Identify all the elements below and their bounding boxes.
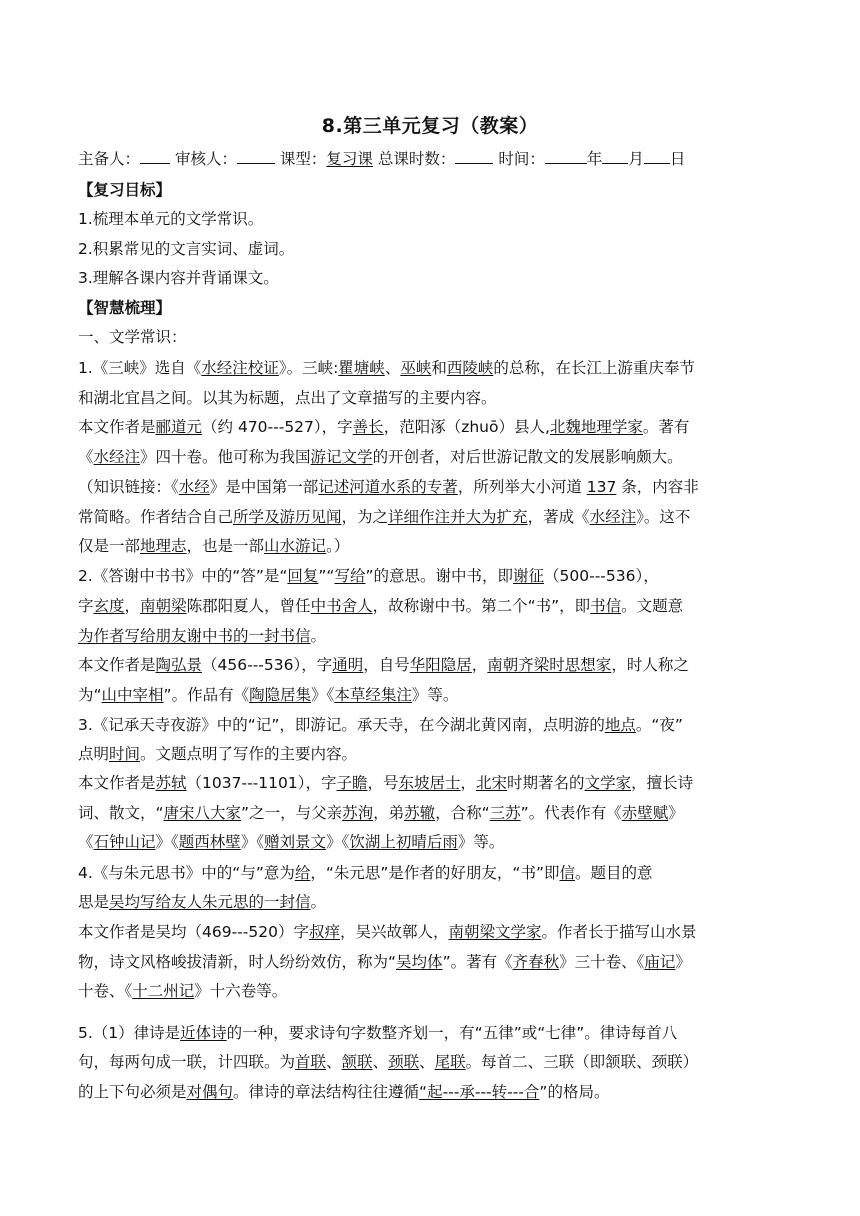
course-type-value: 复习课 [326, 150, 373, 168]
text-line [78, 830, 504, 852]
text-segment: 本文作者是 [78, 656, 156, 674]
month-label: 月 [628, 150, 644, 168]
text-segment: 。题目的意 [575, 864, 653, 882]
text-segment: （500---536）， [544, 567, 659, 585]
text-segment: 的一种，要求诗句字数整齐划一，有“五律”或“七律”。律诗每首八 [226, 1024, 678, 1042]
text-line [78, 386, 497, 408]
text-segment: 《 [78, 833, 94, 851]
underlined-answer: 北宋 [476, 774, 508, 792]
underlined-answer: 本草经集注 [334, 686, 412, 704]
text-segment: 。文题点明了写作的主要内容。 [140, 745, 358, 763]
underlined-answer: 庙记 [644, 953, 676, 971]
underlined-answer: 苏辙 [404, 804, 436, 822]
underlined-answer: 水经注校证 [201, 359, 279, 377]
text-segment: ，范阳涿（zhuō）县人, [383, 418, 550, 436]
underlined-answer: 齐春秋 [512, 953, 560, 971]
text-segment: ，号 [367, 774, 399, 792]
underlined-answer: 善长 [352, 418, 384, 436]
text-segment: 》 [668, 804, 684, 822]
text-segment: 物，诗文风格峻拔清新，时人纷纷效仿，称为“ [78, 953, 397, 971]
text-segment: 1.梳理本单元的文学常识。 [78, 210, 264, 228]
page-title: 8.第三单元复习（教案） [321, 115, 539, 137]
text-segment: 、 [419, 1053, 435, 1071]
text-line [78, 920, 697, 942]
text-segment: 》四十卷。他可称为我国 [140, 448, 311, 466]
text-line [78, 683, 458, 705]
text-segment: ， [124, 597, 141, 615]
text-segment: 。“夜” [635, 716, 683, 734]
text-line [78, 801, 684, 823]
text-segment: 》等。 [457, 833, 505, 851]
text-segment: 本文作者是 [78, 774, 156, 792]
text-segment: ， [471, 656, 488, 674]
underlined-answer: 中书舍人 [310, 597, 373, 615]
text-line [78, 861, 653, 883]
underlined-answer: 颈联 [388, 1053, 420, 1071]
text-line [78, 325, 187, 347]
underlined-answer: 东坡居士 [398, 774, 461, 792]
text-segment: 》《 [326, 833, 350, 851]
text-segment: ，自号 [363, 656, 410, 674]
text-line [78, 624, 326, 646]
text-line [78, 653, 689, 675]
text-segment: 字 [78, 597, 94, 615]
text-line [78, 534, 349, 556]
underlined-answer: 地点 [604, 716, 636, 734]
underlined-answer: 记述河道水系的专著 [318, 478, 458, 496]
text-segment: 的上下句必须是 [78, 1083, 187, 1101]
underlined-answer: 吴均体 [396, 953, 443, 971]
text-segment: ”“ [318, 567, 335, 585]
underlined-answer: 瞿塘峡 [338, 359, 385, 377]
text-line [78, 505, 690, 527]
text-segment: 。 [310, 627, 327, 645]
underlined-answer: 饮湖上初晴后雨 [349, 833, 458, 851]
preparer-label: 主备人： [78, 150, 141, 168]
text-line [78, 296, 171, 318]
day-label: 日 [669, 150, 686, 168]
underlined-answer: 水经 [178, 478, 210, 496]
preparer-blank [140, 149, 170, 164]
text-line [78, 742, 357, 764]
text-segment: ，“朱元思”是作者的好朋友，“书”即 [310, 864, 560, 882]
text-segment: 。每首二、三联（即颔联、颈联） [465, 1053, 699, 1071]
text-segment: 》 [675, 953, 691, 971]
text-segment: ， [460, 774, 477, 792]
year-blank [545, 149, 587, 164]
text-segment: 常简略。作者结合自己 [78, 508, 234, 526]
text-segment: 1.《三峡》选自《 [78, 359, 202, 377]
underlined-answer: 水经注 [93, 448, 141, 466]
reviewer-label: 审核人： [174, 150, 237, 168]
text-segment: ”之一，与父亲 [241, 804, 343, 822]
text-line [78, 950, 691, 972]
text-segment: 句，每两句成一联，计四联。为 [78, 1053, 296, 1071]
underlined-answer: 三苏 [489, 804, 521, 822]
text-segment: 。著有 [642, 418, 690, 436]
text-segment: 思是 [78, 893, 110, 911]
underlined-answer: 书信 [590, 597, 622, 615]
text-segment: 》十六卷等。 [194, 982, 288, 1000]
text-segment: 。作者长于描写山水景 [541, 923, 697, 941]
text-segment: 、 [326, 1053, 342, 1071]
text-line [78, 890, 326, 912]
text-segment: ”。著有《 [442, 953, 513, 971]
underlined-answer: 首联 [295, 1053, 327, 1071]
underlined-answer: 巫峡 [400, 359, 432, 377]
text-line [78, 266, 279, 288]
underlined-answer: 陶弘景 [155, 656, 203, 674]
underlined-answer: 赤壁赋 [621, 804, 669, 822]
underlined-answer: 137 [586, 478, 617, 496]
text-line [78, 1050, 698, 1072]
underlined-answer: 详细作注并大为扩充 [388, 508, 528, 526]
text-segment: 本文作者是吴均（469---520）字 [78, 923, 309, 941]
text-segment: 的总称，在长江上游重庆奉节 [493, 359, 695, 377]
text-segment: 和湖北宜昌之间。以其为标题，点出了文章描写的主要内容。 [78, 389, 497, 407]
text-segment: ，擅长诗 [631, 774, 694, 792]
text-segment: 》《 [311, 686, 335, 704]
underlined-answer: 所学及游历见闻 [233, 508, 342, 526]
underlined-answer: 南朝齐梁时思想家 [487, 656, 612, 674]
text-segment: 5.（1）律诗是 [78, 1024, 181, 1042]
underlined-answer: 西陵峡 [446, 359, 494, 377]
text-segment: 2.积累常见的文言实词、虚词。 [78, 240, 295, 258]
text-segment: （1037---1101），字 [186, 774, 337, 792]
text-segment: 。） [326, 537, 350, 555]
text-segment: ，合称“ [435, 804, 490, 822]
text-segment: ”。代表作有《 [520, 804, 622, 822]
underlined-answer: 写给 [334, 567, 366, 585]
text-line [78, 1021, 677, 1043]
text-segment: 、 [372, 1053, 389, 1071]
underlined-answer: 题西林壁 [178, 833, 241, 851]
text-segment: 的开创者，对后世游记散文的发展影响颇大。 [372, 448, 683, 466]
text-segment: 4.《与朱元思书》中的“与”意为 [78, 864, 295, 882]
header-meta [78, 147, 685, 169]
underlined-answer: 苏轼 [155, 774, 187, 792]
underlined-answer: 华阳隐居 [409, 656, 472, 674]
total-hours-blank [455, 149, 493, 164]
underlined-answer: 谢征 [513, 567, 545, 585]
total-hours-label: 总课时数： [377, 150, 456, 168]
underlined-answer: 水经注 [589, 508, 637, 526]
text-segment: ”的格局。 [539, 1083, 610, 1101]
underlined-answer: 北魏地理学家 [549, 418, 643, 436]
text-segment: 》《 [155, 833, 179, 851]
text-line [78, 445, 683, 467]
section-heading: 【智慧梳理】 [78, 299, 172, 317]
text-segment: ，故称谢中书。第二个“书”，即 [372, 597, 591, 615]
text-line [78, 237, 294, 259]
text-line [78, 207, 263, 229]
text-segment: 。律诗的章法结构往往遵循 [233, 1083, 420, 1101]
text-segment: 十卷、《 [78, 982, 133, 1000]
text-segment: ”的意思。谢中书，即 [365, 567, 514, 585]
text-segment: 。 [310, 893, 327, 911]
text-segment: 》。这不 [636, 508, 691, 526]
text-segment: ，弟 [373, 804, 405, 822]
section-heading: 【复习目标】 [78, 181, 172, 199]
underlined-answer: 游记文学 [310, 448, 373, 466]
text-segment: 为“ [78, 686, 102, 704]
text-segment: 。文题意 [621, 597, 684, 615]
text-segment: 时期著名的 [507, 774, 585, 792]
underlined-answer: 郦道元 [155, 418, 203, 436]
text-segment: （456---536），字 [202, 656, 333, 674]
text-segment: 、 [384, 359, 401, 377]
underlined-answer: 给 [294, 864, 311, 882]
text-line [78, 564, 659, 586]
text-segment: 3.理解各课内容并背诵课文。 [78, 269, 279, 287]
underlined-answer: 山水游记 [264, 537, 327, 555]
underlined-answer: 陶隐居集 [249, 686, 312, 704]
text-line [78, 713, 683, 735]
text-segment: 本文作者是 [78, 418, 156, 436]
text-segment: （知识链接：《 [78, 478, 179, 496]
underlined-answer: 苏洵 [342, 804, 374, 822]
text-segment: 仅是一部 [78, 537, 141, 555]
text-segment: ，吴兴故鄣人， [339, 923, 449, 941]
course-type-label: 课型： [279, 150, 327, 168]
underlined-answer: 南朝梁 [140, 597, 187, 615]
underlined-answer: 文学家 [584, 774, 632, 792]
text-segment: 》《 [240, 833, 265, 851]
underlined-answer: 子瞻 [336, 774, 368, 792]
text-segment: 》三十卷、《 [559, 953, 645, 971]
underlined-answer: 近体诗 [180, 1024, 227, 1042]
text-line [78, 1080, 609, 1102]
underlined-answer: 时间 [109, 745, 141, 763]
underlined-answer: 赠刘景文 [264, 833, 327, 851]
time-label: 时间： [498, 150, 545, 168]
text-segment: ，也是一部 [186, 537, 265, 555]
month-blank [602, 149, 628, 164]
text-segment: 陈郡阳夏人，曾任 [186, 597, 311, 615]
underlined-answer: 十二州记 [132, 982, 195, 1000]
underlined-answer: 玄度 [93, 597, 125, 615]
underlined-answer: “起---承---转---合 [419, 1083, 540, 1101]
underlined-answer: 信 [559, 864, 576, 882]
underlined-answer: 南朝梁文学家 [448, 923, 542, 941]
text-segment: 2.《答谢中书书》中的“答”是“ [78, 567, 288, 585]
text-segment: 》。三峡: [278, 359, 339, 377]
underlined-answer: 为作者写给朋友谢中书的一封书信 [78, 627, 311, 645]
text-segment: 词、散文，“ [78, 804, 164, 822]
text-segment: ”。作品有《 [163, 686, 250, 704]
text-line [78, 475, 699, 497]
text-line [78, 415, 689, 437]
text-segment: ，所列举大小河道 [457, 478, 587, 496]
text-line [78, 979, 287, 1001]
underlined-answer: 吴均写给友人朱元思的一封信 [109, 893, 311, 911]
reviewer-blank [237, 149, 275, 164]
underlined-answer: 颔联 [341, 1053, 373, 1071]
text-segment: ，时人称之 [611, 656, 689, 674]
text-segment: 3.《记承天寺夜游》中的“记”，即游记。承天寺，在今湖北黄冈南，点明游的 [78, 716, 605, 734]
underlined-answer: 叔痒 [308, 923, 340, 941]
text-segment: ，著成《 [527, 508, 590, 526]
text-line [78, 771, 693, 793]
text-line [78, 178, 171, 200]
text-segment: 条，内容非 [616, 478, 699, 496]
underlined-answer: 山中宰相 [101, 686, 164, 704]
underlined-answer: 地理志 [140, 537, 187, 555]
year-label: 年 [586, 150, 603, 168]
underlined-answer: 唐宋八大家 [163, 804, 242, 822]
underlined-answer: 对偶句 [186, 1083, 234, 1101]
text-segment: 点明 [78, 745, 110, 763]
text-segment: 《 [78, 448, 94, 466]
text-segment: （约 470---527），字 [202, 418, 353, 436]
underlined-answer: 通明 [332, 656, 364, 674]
underlined-answer: 回复 [287, 567, 319, 585]
text-line [78, 594, 683, 616]
text-segment: ，为之 [341, 508, 389, 526]
text-line [78, 356, 695, 378]
underlined-answer: 尾联 [434, 1053, 466, 1071]
text-segment: 一、文学常识： [78, 328, 187, 346]
text-segment: 和 [431, 359, 447, 377]
text-segment: 》是中国第一部 [209, 478, 319, 496]
text-segment: 》等。 [411, 686, 459, 704]
underlined-answer: 石钟山记 [93, 833, 156, 851]
day-blank [644, 149, 670, 164]
